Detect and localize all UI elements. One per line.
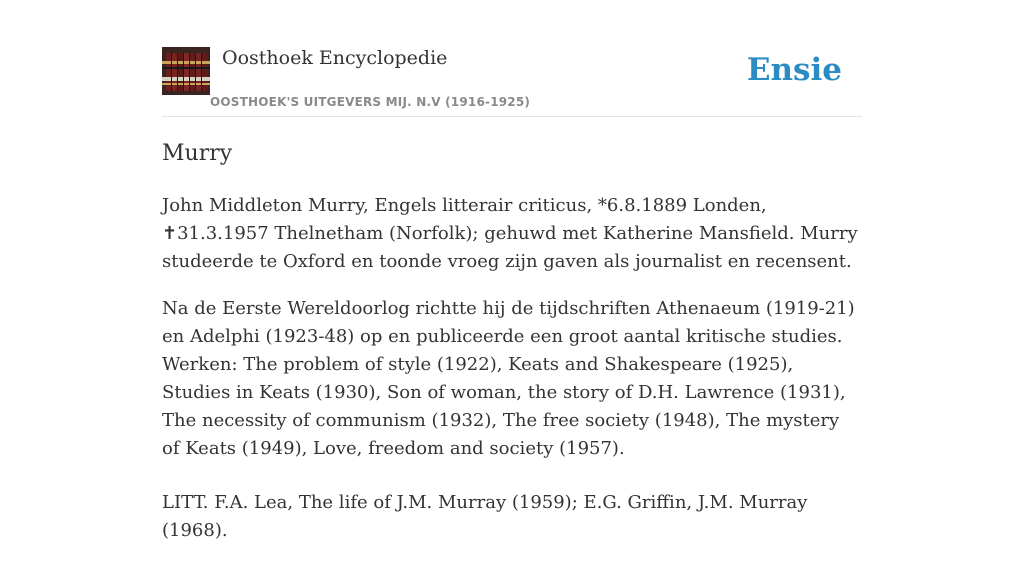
publisher-label: OOSTHOEK'S UITGEVERS MIJ. N.V (1916-1925) xyxy=(210,95,531,109)
ensie-logo-link[interactable]: Ensie xyxy=(746,52,842,88)
source-title[interactable]: Oosthoek Encyclopedie xyxy=(222,47,448,69)
article-paragraph: John Middleton Murry, Engels litterair criticus, *6.8.1889 Londen, ✝31.3.1957 Thelnetham (Norfolk); gehuwd met Katherine Mansfield. Murry studeerde te Oxford en toonde vroeg zijn gaven als journalist en recensent. xyxy=(162,195,858,272)
literature-reference: LITT. F.A. Lea, The life of J.M. Murray (1959); E.G. Griffin, J.M. Murray (1968). xyxy=(162,492,808,541)
article-title: Murry xyxy=(162,141,233,166)
source-header xyxy=(162,46,862,117)
book-spines-icon[interactable] xyxy=(162,47,210,95)
article-body xyxy=(162,192,862,564)
article-paragraph: Na de Eerste Wereldoorlog richtte hij de tijdschriften Athenaeum (1919-21) en Adelphi (1923-48) op en publiceerde een groot aantal kritische studies. Werken: The problem of style (1922), Keats and Shakespeare (1925), Studies in Keats (1930), Son of woman, the story of D.H. Lawrence (1931), The necessity of communism (1932), The free society (1948), The mystery of Keats (1949), Love, freedom and society (1957). xyxy=(162,298,855,459)
